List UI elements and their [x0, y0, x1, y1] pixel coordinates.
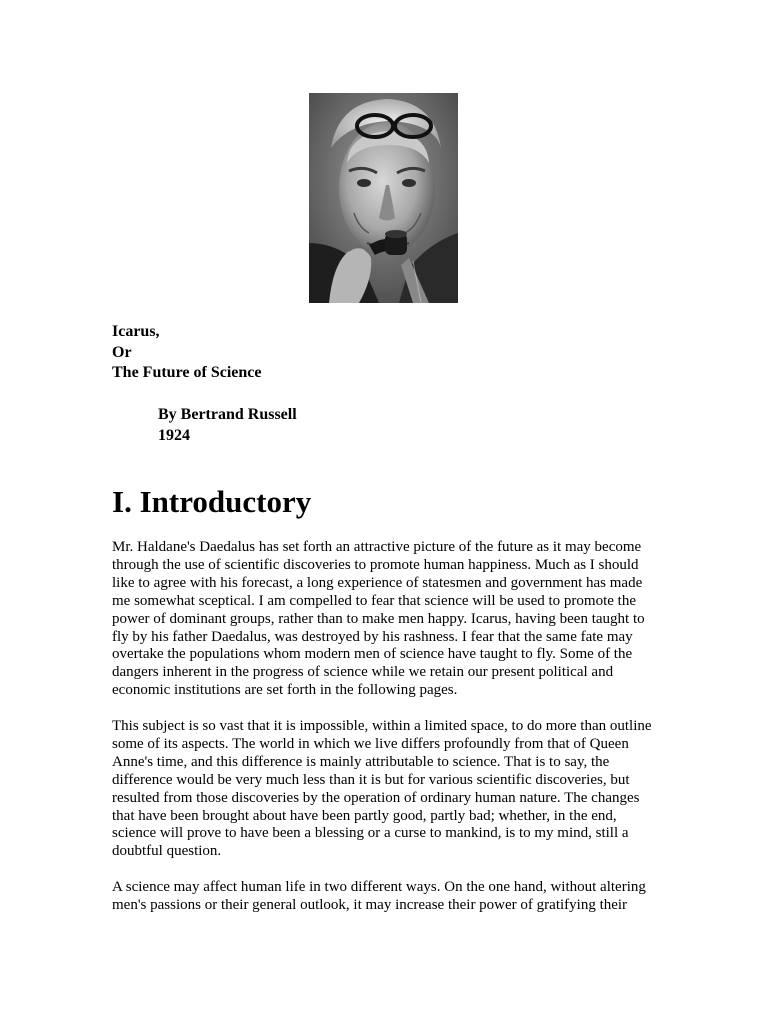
body-text: [112, 539, 672, 933]
title-line-2: Or: [112, 343, 132, 361]
paragraph-line: through the use of scientific discoveries to promote human happiness. Much as I should: [112, 556, 639, 573]
document-title: [112, 322, 261, 384]
section-heading: I. Introductory: [112, 484, 312, 519]
paragraph-line: difference would be very much less than it is but for various scientific discoveries, but: [112, 771, 630, 788]
paragraph-line: some of its aspects. The world in which we live differs profoundly from that of Queen: [112, 735, 629, 752]
paragraph-line: men's passions or their general outlook, it may increase their power of gratifying their: [112, 897, 628, 914]
paragraph-1: [112, 539, 672, 700]
paragraph-line: fly by his father Daedalus, was destroyed by his rashness. I fear that the same fate may: [112, 628, 633, 645]
byline: [158, 405, 297, 446]
paragraph-line: Mr. Haldane's Daedalus has set forth an attractive picture of the future as it may become: [112, 539, 642, 555]
author-portrait: [309, 93, 458, 303]
paragraph-line: that have been brought about have been partly good, partly bad; whether, in the end,: [112, 807, 617, 824]
title-line-3: The Future of Science: [112, 364, 262, 381]
paragraph-line: overtake the populations whom modern men of science have taught to fly. Some of the: [112, 646, 633, 663]
paragraph-line: A science may affect human life in two different ways. On the one hand, without altering: [112, 879, 646, 896]
paragraph-line: science will prove to have been a blessing or a curse to mankind, is to my mind, still a: [112, 825, 629, 842]
paragraph-line: Anne's time, and this difference is mainly attributable to science. That is to say, the: [112, 753, 610, 770]
publication-year: 1924: [158, 426, 190, 444]
paragraph-line: power of dominant groups, rather than to make men happy. Icarus, having been taught to: [112, 610, 645, 627]
paragraph-line: dangers inherent in the progress of science while we retain our present political and: [112, 664, 614, 681]
paragraph-3: [112, 879, 672, 915]
paragraph-2: [112, 718, 672, 861]
portrait-photo: [309, 93, 458, 303]
paragraph-line: doubtful question.: [112, 843, 222, 860]
title-line-1: Icarus,: [112, 323, 160, 340]
paragraph-line: resulted from those discoveries by the operation of ordinary human nature. The changes: [112, 789, 640, 806]
paragraph-line: This subject is so vast that it is impossible, within a limited space, to do more than outline: [112, 718, 652, 735]
paragraph-line: economic institutions are set forth in the following pages.: [112, 682, 458, 699]
paragraph-line: like to agree with his forecast, a long experience of statesmen and government has made: [112, 574, 643, 591]
paragraph-line: me somewhat sceptical. I am compelled to fear that science will be used to promote the: [112, 592, 636, 609]
author-name: By Bertrand Russell: [158, 406, 297, 423]
